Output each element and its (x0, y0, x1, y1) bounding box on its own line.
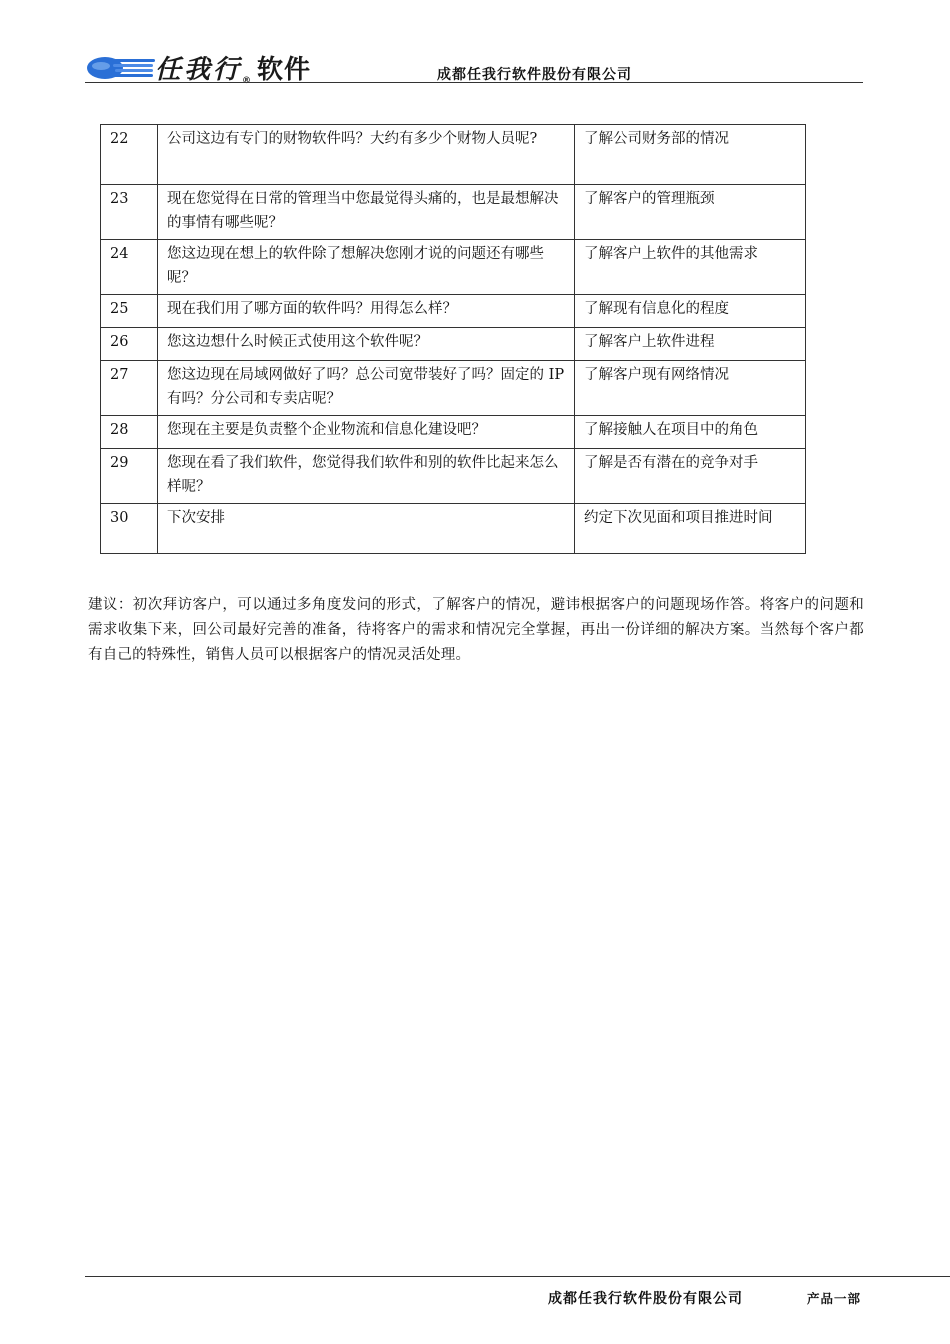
table-row (101, 125, 806, 185)
row-number: 22 (101, 125, 158, 185)
question-cell: 您这边现在局域网做好了吗？总公司宽带装好了吗？固定的 IP 有吗？分公司和专卖店呢？ (158, 361, 575, 416)
purpose-cell: 了解是否有潜在的竞争对手 (575, 449, 806, 504)
table-row (101, 416, 806, 449)
header-company-name: 成都任我行软件股份有限公司 (437, 67, 632, 83)
logo-swoosh-icon (85, 53, 157, 83)
row-number: 23 (101, 185, 158, 240)
purpose-cell: 了解客户上软件进程 (575, 328, 806, 361)
row-number: 30 (101, 504, 158, 554)
footer-department: 产品一部 (807, 1291, 862, 1306)
purpose-cell: 了解客户现有网络情况 (575, 361, 806, 416)
table-row (101, 240, 806, 295)
row-number: 24 (101, 240, 158, 295)
purpose-cell: 了解现有信息化的程度 (575, 295, 806, 328)
question-cell: 您这边想什么时候正式使用这个软件呢？ (158, 328, 575, 361)
purpose-cell: 约定下次见面和项目推进时间 (575, 504, 806, 554)
table-row (101, 449, 806, 504)
row-number: 26 (101, 328, 158, 361)
question-cell: 公司这边有专门的财物软件吗？大约有多少个财物人员呢? (158, 125, 575, 185)
question-table-body (101, 125, 806, 554)
table-row (101, 328, 806, 361)
question-cell: 现在您觉得在日常的管理当中您最觉得头痛的，也是最想解决的事情有哪些呢？ (158, 185, 575, 240)
purpose-cell: 了解公司财务部的情况 (575, 125, 806, 185)
table-row (101, 504, 806, 554)
page-header (85, 44, 863, 84)
question-table (100, 124, 806, 554)
footer-divider (85, 1276, 950, 1277)
purpose-cell: 了解客户的管理瓶颈 (575, 185, 806, 240)
logo-suffix: 软件 (257, 55, 312, 85)
row-number: 25 (101, 295, 158, 328)
question-cell: 现在我们用了哪方面的软件吗？用得怎么样？ (158, 295, 575, 328)
table-row (101, 361, 806, 416)
row-number: 27 (101, 361, 158, 416)
header-divider (85, 82, 863, 83)
row-number: 29 (101, 449, 158, 504)
table-row (101, 185, 806, 240)
question-cell: 您这边现在想上的软件除了想解决您刚才说的问题还有哪些呢？ (158, 240, 575, 295)
row-number: 28 (101, 416, 158, 449)
registered-mark: ® (242, 76, 252, 86)
table-row (101, 295, 806, 328)
logo-wordmark (155, 49, 311, 86)
question-cell: 您现在看了我们软件，您觉得我们软件和别的软件比起来怎么样呢？ (158, 449, 575, 504)
footer-company-name: 成都任我行软件股份有限公司 (548, 1291, 743, 1307)
question-cell: 您现在主要是负责整个企业物流和信息化建设吧？ (158, 416, 575, 449)
purpose-cell: 了解客户上软件的其他需求 (575, 240, 806, 295)
logo-brand: 任我行 (155, 55, 243, 85)
purpose-cell: 了解接触人在项目中的角色 (575, 416, 806, 449)
question-cell: 下次安排 (158, 504, 575, 554)
advice-paragraph: 建议：初次拜访客户，可以通过多角度发问的形式，了解客户的情况，避讳根据客户的问题现场作答。将客户的问题和需求收集下来，回公司最好完善的准备，待将客户的需求和情况完全掌握，再出一份详细的解决方案。当然每个客户都有自己的特殊性，销售人员可以根据客户的情况灵活处理。 (88, 597, 864, 663)
